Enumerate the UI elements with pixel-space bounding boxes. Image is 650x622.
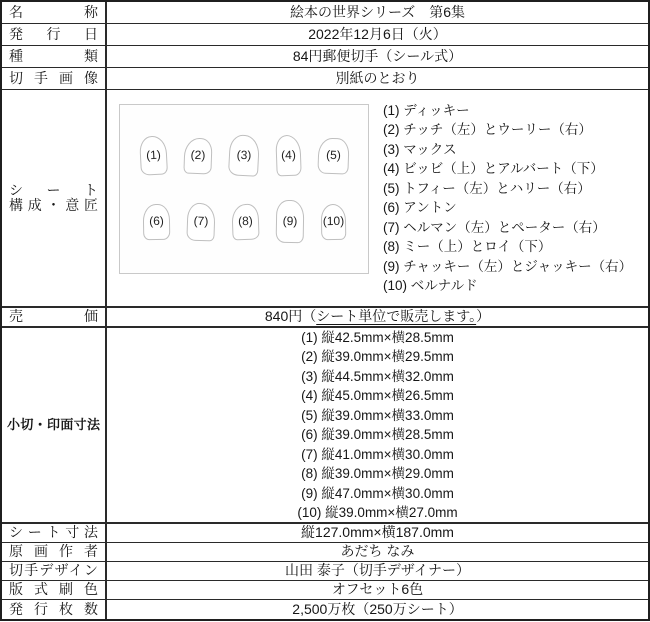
stamp-sheet-row-top bbox=[120, 135, 368, 176]
row-issue-date bbox=[2, 24, 648, 46]
sheet-design-list-item: (2) チッチ（左）とウーリー（右） bbox=[383, 122, 592, 137]
row-sheet-design bbox=[2, 90, 648, 308]
row-price bbox=[2, 308, 648, 328]
row-printing-label: 版式刷色 bbox=[9, 581, 98, 598]
stamp-dimension-item: (2) 縦39.0mm×横29.5mm bbox=[301, 349, 454, 364]
stamp-dimension-item: (4) 縦45.0mm×横26.5mm bbox=[301, 388, 454, 403]
stamp-shape bbox=[138, 135, 167, 175]
row-original-artist-value-cell bbox=[107, 543, 648, 561]
row-stamp-dimensions-label: 小切・印面寸法 bbox=[7, 416, 100, 432]
row-issue-quantity-label: 発行枚数 bbox=[9, 600, 98, 617]
printing-method: オフセット6色 bbox=[331, 581, 424, 598]
row-sheet-design-value-cell bbox=[107, 90, 648, 306]
sheet-design-list-item: (8) ミー（上）とロイ（下） bbox=[383, 239, 552, 254]
row-price-label: 売価 bbox=[9, 308, 98, 325]
row-sheet-size-label: シート寸法 bbox=[9, 524, 98, 541]
stamp-dimension-item: (7) 縦41.0mm×横30.0mm bbox=[301, 446, 454, 462]
stamp-number-label: (10) bbox=[322, 213, 344, 229]
stamp-dimension-item: (3) 縦44.5mm×横32.0mm bbox=[301, 368, 454, 384]
sheet-design-label-line1: シート bbox=[9, 181, 98, 198]
sheet-design-list-item: (5) トフィー（左）とハリー（右） bbox=[383, 180, 591, 196]
issue-date: 2022年12月6日（火） bbox=[308, 25, 447, 42]
issue-quantity: 2,500万枚（250万シート） bbox=[292, 600, 463, 617]
stamp-sheet-diagram bbox=[119, 104, 369, 274]
price-sales-note-underlined: シート単位で販売します。 bbox=[316, 308, 477, 325]
row-printing-value-cell bbox=[107, 581, 648, 599]
price-text bbox=[265, 309, 490, 324]
row-stamp-design-credit-value-cell bbox=[107, 562, 648, 580]
stamp-shape bbox=[227, 134, 259, 177]
row-stamp-design-credit-header bbox=[2, 562, 107, 580]
row-issue-quantity bbox=[2, 600, 648, 619]
stamp-number-label: (8) bbox=[237, 213, 253, 229]
row-stamp-image bbox=[2, 68, 648, 90]
row-sheet-size-value-cell bbox=[107, 524, 648, 542]
row-issue-quantity-header bbox=[2, 600, 107, 619]
stamp-shape bbox=[231, 203, 259, 240]
row-original-artist-header bbox=[2, 543, 107, 561]
row-price-header bbox=[2, 308, 107, 326]
row-original-artist-label: 原画作者 bbox=[9, 543, 98, 560]
stamp-shape bbox=[142, 203, 170, 239]
sheet-design-list-item: (9) チャッキー（左）とジャッキー（右） bbox=[383, 258, 633, 274]
stamp-shape bbox=[183, 137, 212, 174]
row-issue-quantity-value-cell bbox=[107, 600, 648, 619]
sheet-design-label-line2: 構成・意匠 bbox=[9, 197, 98, 213]
row-issue-date-label: 発行日 bbox=[9, 25, 98, 42]
stamp-number-label: (4) bbox=[280, 147, 296, 163]
row-sheet-size-header bbox=[2, 524, 107, 542]
row-stamp-dimensions-value-cell bbox=[107, 328, 648, 522]
sheet-design-list-item: (7) ヘルマン（左）とペーター（右） bbox=[383, 219, 606, 235]
sheet-size: 縦127.0mm×横187.0mm bbox=[301, 524, 454, 541]
stamp-dimension-item: (6) 縦39.0mm×横28.5mm bbox=[301, 427, 454, 442]
original-artist: あだち なみ bbox=[340, 543, 415, 560]
sheet-design-list bbox=[383, 101, 632, 296]
stamp-number-label: (9) bbox=[282, 213, 297, 229]
sheet-design-list-item: (6) アントン bbox=[383, 200, 457, 215]
stamp-dimension-item: (8) 縦39.0mm×横29.0mm bbox=[301, 466, 454, 481]
stamp-number-label: (5) bbox=[325, 147, 341, 163]
row-stamp-design-credit-label: 切手デザイン bbox=[9, 562, 98, 579]
row-stamp-design-credit bbox=[2, 562, 648, 581]
row-stamp-dimensions-header bbox=[2, 328, 107, 522]
stamp-shape bbox=[275, 200, 304, 243]
stamp-shape bbox=[186, 202, 215, 241]
stamp-number-label: (6) bbox=[148, 213, 164, 229]
row-price-value-cell bbox=[107, 308, 648, 326]
row-kind bbox=[2, 46, 648, 68]
row-name-value-cell bbox=[107, 2, 648, 23]
row-stamp-image-value-cell bbox=[107, 68, 648, 89]
row-name-label: 名称 bbox=[9, 3, 98, 20]
sheet-design-list-item: (1) ディッキー bbox=[383, 102, 470, 118]
stamp-number-label: (1) bbox=[145, 147, 161, 163]
sheet-design-list-item: (4) ビッビ（上）とアルバート（下） bbox=[383, 161, 604, 176]
stamp-dimension-item: (1) 縦42.5mm×横28.5mm bbox=[301, 329, 454, 345]
stamp-dimension-item: (9) 縦47.0mm×横30.0mm bbox=[301, 485, 454, 501]
stamp-dimension-item: (5) 縦39.0mm×横33.0mm bbox=[301, 407, 454, 423]
stamp-shape bbox=[320, 203, 346, 239]
row-kind-label: 種類 bbox=[9, 47, 98, 64]
row-name bbox=[2, 2, 648, 24]
price-suffix: ） bbox=[476, 308, 491, 325]
row-printing bbox=[2, 581, 648, 600]
stamp-shape bbox=[317, 137, 349, 174]
row-sheet-size bbox=[2, 524, 648, 543]
stamp-number-label: (2) bbox=[189, 147, 206, 163]
stamp-shape bbox=[275, 135, 301, 177]
stamp-dimensions-list bbox=[107, 328, 648, 522]
sheet-design-label bbox=[9, 183, 98, 214]
row-stamp-dimensions bbox=[2, 328, 648, 524]
row-issue-date-header bbox=[2, 24, 107, 45]
price-prefix: 840円（ bbox=[264, 308, 317, 325]
stamp-number-label: (7) bbox=[192, 213, 209, 229]
row-printing-header bbox=[2, 581, 107, 599]
row-original-artist bbox=[2, 543, 648, 562]
row-kind-header bbox=[2, 46, 107, 67]
row-issue-date-value-cell bbox=[107, 24, 648, 45]
row-kind-value-cell bbox=[107, 46, 648, 67]
stamp-number-label: (3) bbox=[235, 147, 252, 163]
row-name-header bbox=[2, 2, 107, 23]
row-stamp-image-header bbox=[2, 68, 107, 89]
series-title: 絵本の世界シリーズ 第6集 bbox=[289, 3, 466, 20]
row-stamp-image-label: 切手画像 bbox=[9, 69, 98, 86]
sheet-design-list-item: (3) マックス bbox=[383, 141, 457, 157]
stamp-dimension-item: (10) 縦39.0mm×横27.0mm bbox=[297, 505, 458, 520]
stamp-image-note: 別紙のとおり bbox=[335, 69, 420, 86]
stamp-sheet-row-bottom bbox=[120, 200, 368, 243]
stamp-designer: 山田 泰子（切手デザイナー） bbox=[285, 562, 470, 579]
row-sheet-design-header bbox=[2, 90, 107, 306]
stamp-kind: 84円郵便切手（シール式） bbox=[292, 47, 463, 64]
sheet-design-list-item: (10) ベルナルド bbox=[383, 278, 478, 293]
